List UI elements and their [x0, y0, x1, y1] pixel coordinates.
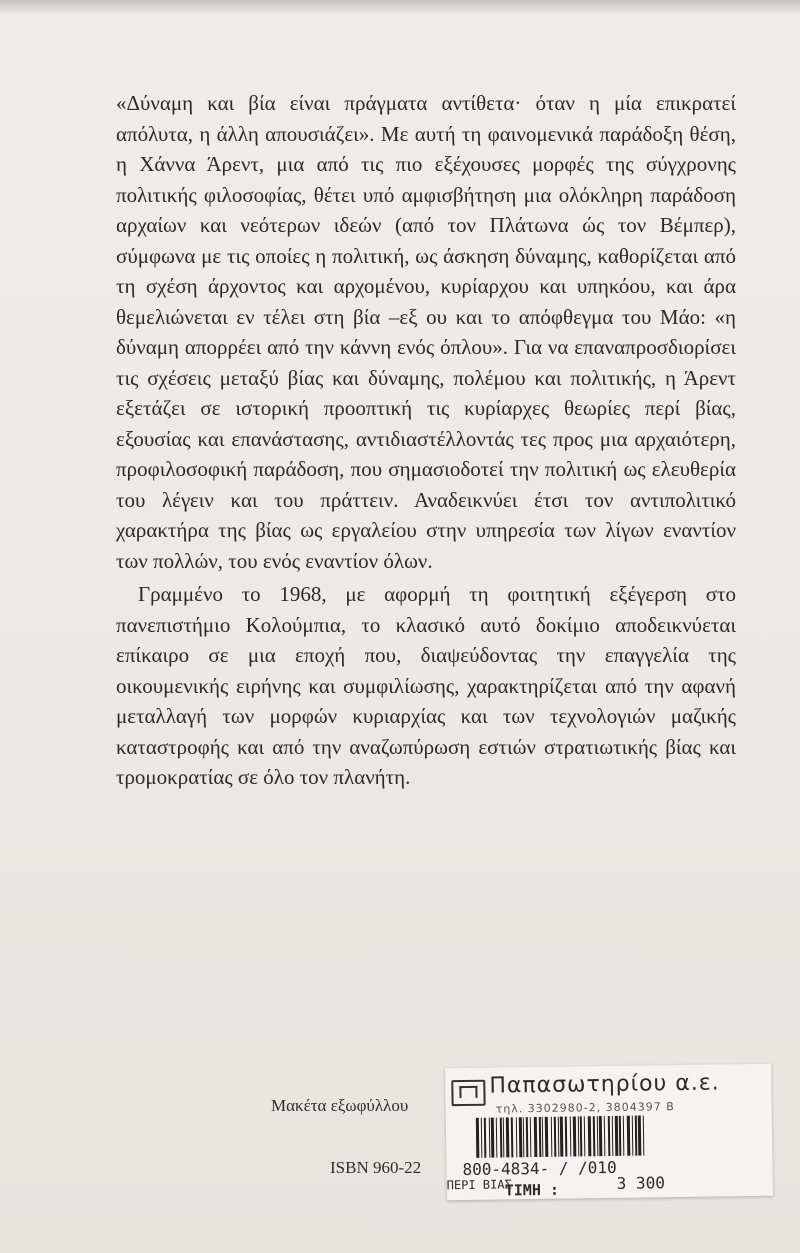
blurb-paragraph-1: «Δύναμη και βία είναι πράγματα αντίθετα· όταν η μία επικρατεί απόλυτα, η άλλη απουσιάζει». Με αυτή τη φαινομενικά παράδοξη θέση, η Χάννα Άρεντ, μια από τις πιο εξέχουσες μορφές της σύγχρονης πολιτικής φιλοσοφίας, θέτει υπό αμφισβήτηση μια ολόκληρη παράδοση αρχαίων και νεότερων ιδεών (από τον Πλάτωνα ώς τον Βέμπερ), σύμφωνα με τις οποίες η πολιτική, ως άσκηση δύναμης, καθορίζεται από τη σχέση άρχοντος και αρχομένου, κυρίαρχου και υπηκόου, και άρα θεμελιώνεται εν τέλει στη βία –εξ ου και το απόφθεγμα του Μάο: «η δύναμη απορρέει από την κάννη ενός όπλου». Για να επαναπροσδιορίσει τις σχέσεις μεταξύ βίας και δύναμης, πολέμου και πολιτικής, η Άρεντ εξετάζει σε ιστορική προοπτική τις κυρίαρχες θεωρίες περί βίας, εξουσίας και επανάστασης, αντιδιαστέλλοντάς τες προς μια αρχαιότερη, προφιλοσοφική παράδοση, που σημασιοδοτεί την πολιτική ως ελευθερία του λέγειν και του πράττειν. Αναδεικνύει έτσι τον αντιπολιτικό χαρακτήρα της βίας ως εργαλείου στην υπηρεσία των λίγων εναντίον των πολλών, του ενός εναντίον όλων.	[116, 91, 736, 573]
cover-design-credit: Μακέτα εξωφύλλου	[271, 1096, 409, 1115]
back-cover-blurb	[116, 88, 736, 793]
page-edge-shadow	[0, 0, 800, 16]
sticker-phone: τηλ. 3302980-2, 3804397 Β	[495, 1100, 675, 1116]
barcode-number: 800-4834- / /010	[462, 1157, 617, 1180]
sticker-price-label: ΤΙΜΗ :	[504, 1180, 560, 1200]
sticker-price-value: 3 300	[616, 1173, 666, 1193]
isbn-label: ISBN 960-22	[330, 1158, 422, 1177]
publisher-logo-icon	[451, 1080, 485, 1106]
sticker-publisher: Παπασωτηρίου α.ε.	[489, 1070, 720, 1099]
blurb-paragraph-2: Γραμμένο το 1968, με αφορμή τη φοιτητική εξέγερση στο πανεπιστήμιο Κολούμπια, το κλασικό αυτό δοκίμιο αποδεικνύεται επίκαιρο σε μια εποχή που, διαψεύδοντας την επαγγελία της οικουμενικής ειρήνης και συμφιλίωσης, χαρακτηρίζεται από την αφανή μεταλλαγή των μορφών κυριαρχίας και των τεχνολογιών μαζικής καταστροφής και από την αναζωπύρωση εστιών στρατιωτικής βίας και τρομοκρατίας σε όλο τον πλανήτη.	[116, 582, 736, 789]
sticker-title-tag: ΠΕΡΙ ΒΙΑΣ	[446, 1177, 512, 1193]
price-sticker	[445, 1064, 773, 1201]
barcode	[476, 1115, 713, 1158]
